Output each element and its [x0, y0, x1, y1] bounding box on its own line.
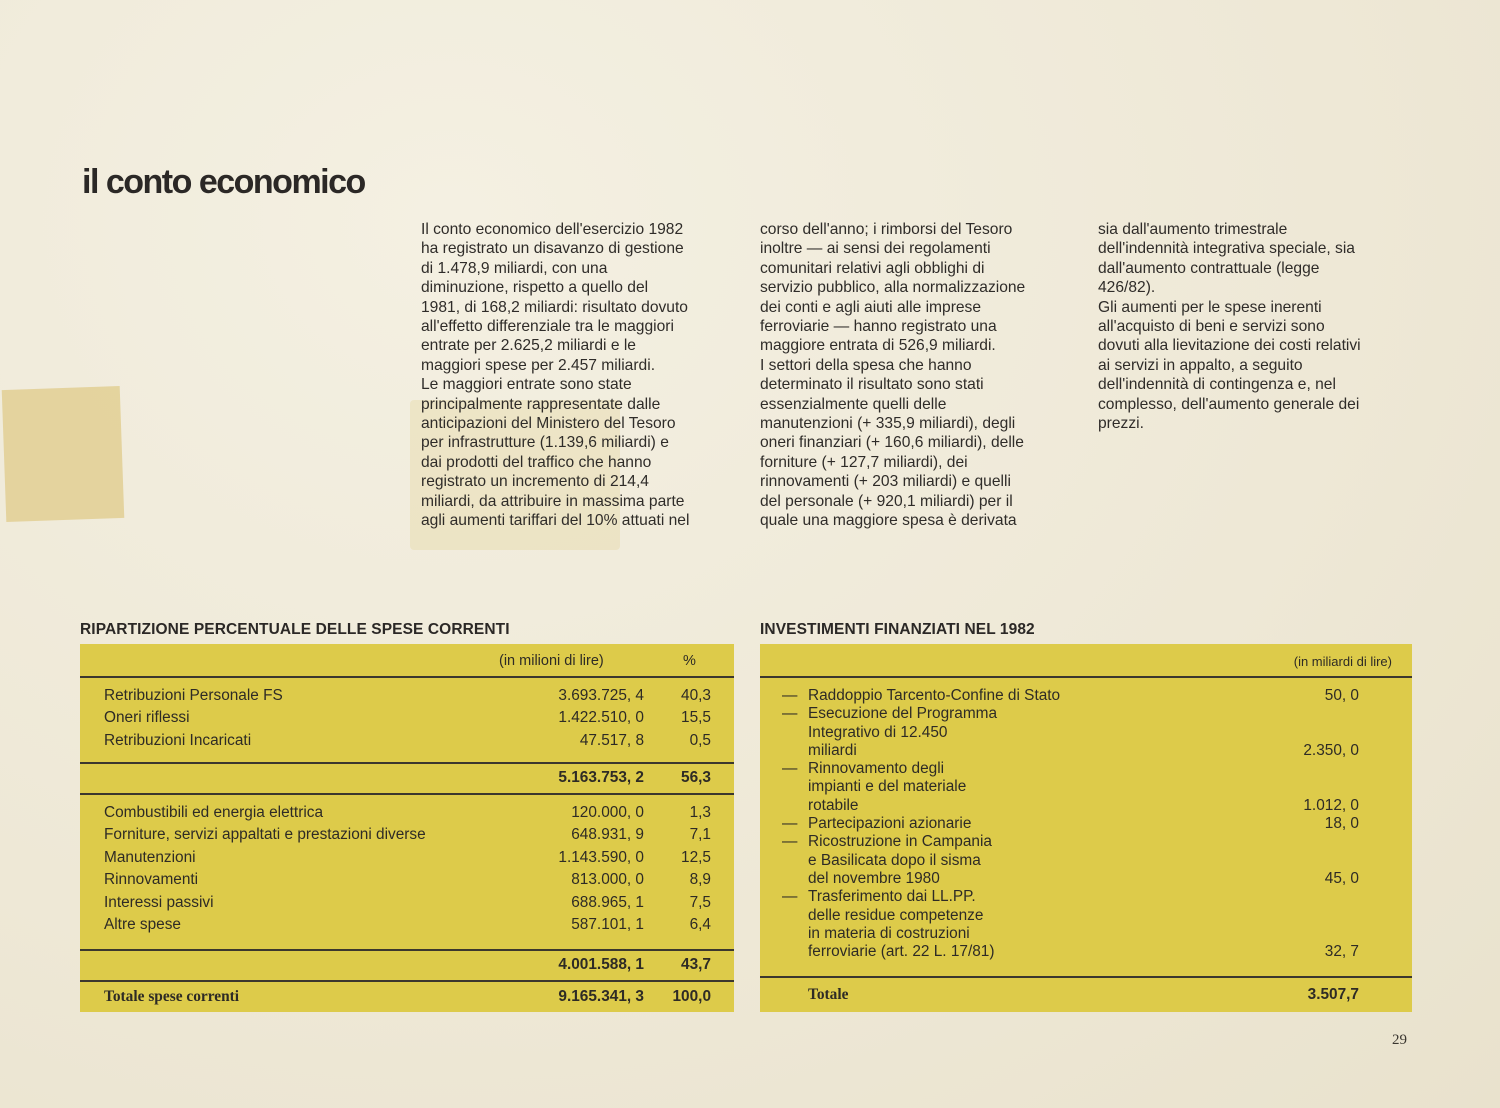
- text-line: prezzi.: [1098, 415, 1144, 433]
- spese-table-title: RIPARTIZIONE PERCENTUALE DELLE SPESE CORRENTI: [80, 621, 510, 638]
- spese-row-label: Manutenzioni: [104, 848, 196, 866]
- text-line: servizio pubblico, alla normalizzazione: [760, 279, 1026, 297]
- spese-row-label: Interessi passivi: [104, 893, 214, 911]
- spese-row-pct: 7,1: [689, 826, 711, 844]
- text-line: 1981, di 168,2 miliardi: risultato dovuto: [421, 298, 688, 316]
- text-line: dell'indennità di contingenza e, nel: [1098, 376, 1336, 394]
- investimento-label-line: Raddoppio Tarcento-Confine di Stato: [808, 687, 1061, 704]
- text-line: ha registrato un disavanzo di gestione: [421, 240, 684, 258]
- spese-row-pct: 7,5: [689, 893, 711, 911]
- subtotal-2-value: 4.001.588, 1: [558, 956, 644, 973]
- text-line: dei conti e agli aiuti alle imprese: [760, 298, 982, 316]
- text-line: oneri finanziari (+ 160,6 miliardi), delle: [760, 434, 1024, 452]
- investimento-dash: —: [782, 815, 798, 833]
- spese-row-value: 3.693.725, 4: [558, 687, 644, 704]
- spese-row-value: 648.931, 9: [571, 826, 644, 844]
- investimento-label-line: e Basilicata dopo il sisma: [808, 851, 981, 869]
- investimento-label: [808, 705, 997, 760]
- investimenti-header-rule: [760, 676, 1412, 678]
- text-line: rinnovamenti (+ 203 miliardi) e quelli: [760, 473, 1011, 491]
- text-line: principalmente rappresentate dalle: [421, 395, 661, 413]
- spese-row-label: Combustibili ed energia elettrica: [104, 804, 324, 821]
- investimento-dash: —: [782, 705, 798, 723]
- investimento-dash: —: [782, 833, 798, 851]
- investimento-label-line: miliardi: [808, 741, 857, 759]
- spese-row-value: 688.965, 1: [571, 893, 644, 911]
- spese-row-value: 1.143.590, 0: [558, 848, 644, 866]
- investimento-label-line: ferroviarie (art. 22 L. 17/81): [808, 943, 995, 961]
- investimento-dash: —: [782, 687, 798, 704]
- text-line: complesso, dell'aumento generale dei: [1098, 395, 1360, 413]
- investimenti-total-label: Totale: [808, 986, 849, 1003]
- spese-row-pct: 8,9: [689, 871, 711, 889]
- investimento-label: [808, 833, 992, 888]
- text-line: ai servizi in appalto, a seguito: [1098, 356, 1303, 374]
- page-title: il conto economico: [82, 163, 365, 201]
- investimento-label-line: Esecuzione del Programma: [808, 705, 998, 723]
- text-line: dai prodotti del traffico che hanno: [421, 453, 652, 471]
- text-line: manutenzioni (+ 335,9 miliardi), degli: [760, 415, 1016, 433]
- text-line: entrate per 2.625,2 miliardi e le: [421, 337, 636, 355]
- investimento-value: 1.012, 0: [1303, 796, 1359, 814]
- text-line: dell'indennità integrativa speciale, sia: [1098, 240, 1355, 258]
- body-column-3: [1098, 220, 1428, 433]
- subtotal-1-value: 5.163.753, 2: [558, 769, 644, 786]
- text-line: Gli aumenti per le spese inerenti: [1098, 298, 1322, 316]
- spese-row-value: 587.101, 1: [571, 916, 644, 933]
- text-line: Il conto economico dell'esercizio 1982: [421, 221, 684, 238]
- investimento-label: [808, 760, 966, 815]
- spese-row-label: Retribuzioni Personale FS: [104, 687, 283, 704]
- investimenti-total-value: 3.507,7: [1307, 986, 1359, 1003]
- spese-row-label: Retribuzioni Incaricati: [104, 731, 252, 749]
- text-line: dovuti alla lievitazione dei costi relativi: [1098, 337, 1361, 355]
- investimento-label-line: del novembre 1980: [808, 869, 940, 887]
- investimento-label-line: in materia di costruzioni: [808, 924, 970, 942]
- spese-header-pct: %: [683, 653, 696, 669]
- investimento-value: 50, 0: [1324, 687, 1359, 704]
- text-line: Le maggiori entrate sono state: [421, 376, 632, 394]
- text-line: corso dell'anno; i rimborsi del Tesoro: [760, 221, 1013, 238]
- text-line: ferroviarie — hanno registrato una: [760, 318, 997, 336]
- investimenti-header-unit: (in miliardi di lire): [1293, 654, 1392, 669]
- text-line: 426/82).: [1098, 279, 1156, 297]
- spese-row-value: 813.000, 0: [571, 871, 644, 889]
- investimento-label-line: Trasferimento dai LL.PP.: [808, 888, 976, 906]
- page-number: 29: [1392, 1032, 1407, 1048]
- text-line: di 1.478,9 miliardi, con una: [421, 259, 608, 277]
- text-line: all'acquisto di beni e servizi sono: [1098, 318, 1325, 336]
- investimento-label: [808, 687, 1060, 705]
- spese-row-value: 47.517, 8: [579, 731, 644, 749]
- subtotal-rule-1: [80, 762, 734, 764]
- text-line: determinato il risultato sono stati: [760, 376, 984, 394]
- investimento-label-line: Partecipazioni azionarie: [808, 815, 972, 833]
- investimento-value: 2.350, 0: [1303, 741, 1359, 759]
- investimento-label-line: delle residue competenze: [808, 906, 984, 924]
- investimento-label-line: Rinnovamento degli: [808, 760, 945, 778]
- text-line: I settori della spesa che hanno: [760, 356, 972, 374]
- investimenti-table: [760, 644, 1412, 1012]
- spese-row-pct: 1,3: [689, 804, 711, 821]
- investimento-dash: —: [782, 760, 798, 778]
- body-column-2: [760, 220, 1090, 531]
- text-line: del personale (+ 920,1 miliardi) per il: [760, 492, 1013, 510]
- text-line: sia dall'aumento trimestrale: [1098, 221, 1288, 238]
- spese-header-unit: (in milioni di lire): [499, 653, 604, 669]
- text-line: agli aumenti tariffari del 10% attuati nel: [421, 512, 690, 530]
- spese-row-label: Altre spese: [104, 916, 181, 933]
- spese-row-label: Oneri riflessi: [104, 709, 190, 727]
- subtotal-1-pct: 56,3: [681, 769, 711, 786]
- investimento-dash: —: [782, 888, 798, 906]
- spese-row-value: 120.000, 0: [571, 804, 644, 821]
- text-line: anticipazioni del Ministero del Tesoro: [421, 415, 676, 433]
- text-line: inoltre — ai sensi dei regolamenti: [760, 240, 991, 258]
- text-line: diminuzione, rispetto a quello del: [421, 279, 649, 297]
- spese-total-pct: 100,0: [672, 988, 711, 1005]
- spese-row-label: Forniture, servizi appaltati e prestazioni diverse: [104, 826, 426, 844]
- spese-row-pct: 0,5: [689, 731, 711, 749]
- spese-total-label: Totale spese correnti: [104, 988, 240, 1005]
- investimento-value: 18, 0: [1324, 815, 1359, 833]
- spese-row-value: 1.422.510, 0: [558, 709, 644, 727]
- group-rule: [80, 793, 734, 795]
- investimento-value: 32, 7: [1324, 943, 1359, 961]
- investimenti-total-rule: [760, 976, 1412, 978]
- investimento-label: [808, 815, 971, 833]
- text-line: forniture (+ 127,7 miliardi), dei: [760, 453, 968, 471]
- subtotal-rule-2: [80, 949, 734, 951]
- investimento-label-line: impianti e del materiale: [808, 778, 967, 796]
- text-line: comunitari relativi agli obblighi di: [760, 259, 985, 277]
- text-line: per infrastrutture (1.139,6 miliardi) e: [421, 434, 669, 452]
- subtotal-2-pct: 43,7: [681, 956, 711, 973]
- investimento-label-line: Ricostruzione in Campania: [808, 833, 992, 851]
- text-line: quale una maggiore spesa è derivata: [760, 512, 1017, 530]
- investimento-label: [808, 888, 994, 961]
- body-column-1: [421, 220, 751, 531]
- spese-row-pct: 12,5: [681, 848, 711, 866]
- investimento-label-line: Integrativo di 12.450: [808, 723, 948, 741]
- spese-row-pct: 40,3: [681, 687, 711, 704]
- text-line: miliardi, da attribuire in massima parte: [421, 492, 685, 510]
- spese-row-pct: 6,4: [689, 916, 711, 933]
- spese-row-label: Rinnovamenti: [104, 871, 199, 889]
- text-line: registrato un incremento di 214,4: [421, 473, 649, 491]
- investimenti-table-title: INVESTIMENTI FINANZIATI NEL 1982: [760, 621, 1035, 638]
- text-line: maggiori spese per 2.457 miliardi.: [421, 356, 656, 374]
- spese-row-pct: 15,5: [681, 709, 711, 727]
- spese-table: [80, 644, 734, 1012]
- investimento-label-line: rotabile: [808, 796, 859, 814]
- tape-mark: [2, 386, 125, 522]
- text-line: essenzialmente quelli delle: [760, 395, 947, 413]
- total-rule: [80, 980, 734, 982]
- text-line: dall'aumento contrattuale (legge: [1098, 259, 1320, 277]
- text-line: maggiore entrata di 526,9 miliardi.: [760, 337, 996, 355]
- spese-total-value: 9.165.341, 3: [558, 988, 644, 1005]
- header-rule: [80, 676, 734, 678]
- text-line: all'effetto differenziale tra le maggiori: [421, 318, 674, 336]
- investimento-value: 45, 0: [1324, 870, 1359, 887]
